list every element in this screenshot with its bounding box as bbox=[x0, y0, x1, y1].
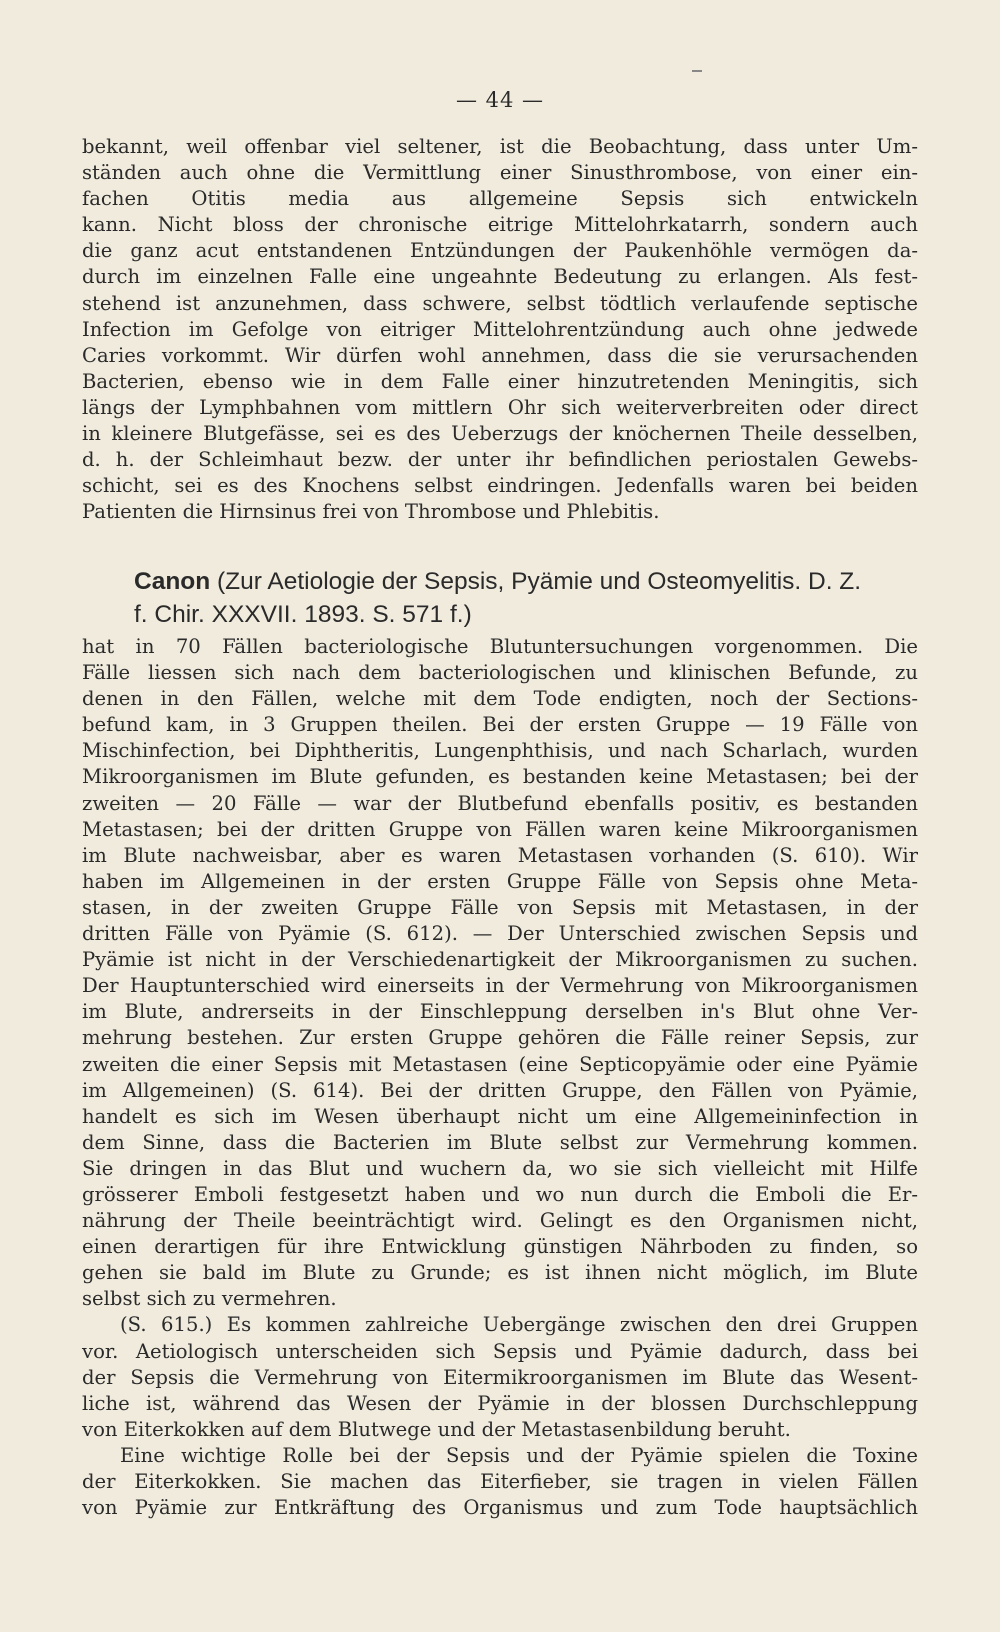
text-line: hat in 70 Fällen bacteriologische Blutuntersuchungen vorgenommen. Die bbox=[82, 635, 918, 658]
text-line: kann. Nicht bloss der chronische eitrige Mittelohrkatarrh, sondern auch bbox=[82, 213, 918, 237]
text-line: schicht, sei es des Knochens selbst eindringen. Jedenfalls waren bei beiden bbox=[82, 474, 918, 498]
text-line: im Blute nachweisbar, aber es waren Metastasen vorhanden (S. 610). Wir bbox=[82, 843, 918, 867]
text-line: in kleinere Blutgefässe, sei es des Ueberzugs der knöchernen Theile desselben, bbox=[82, 422, 918, 446]
paragraph-3 bbox=[82, 1312, 918, 1442]
text-line: im Blute, andrerseits in der Einschleppung derselben in's Blut ohne Ver- bbox=[82, 1000, 918, 1024]
text-line: die ganz acut entstandenen Entzündungen der Paukenhöhle vermögen da- bbox=[82, 239, 918, 263]
heading-author: Canon bbox=[134, 568, 211, 595]
text-line: dritten Fälle von Pyämie (S. 612). — Der Unterschied zwischen Sepsis und bbox=[82, 922, 918, 946]
body-text bbox=[82, 634, 918, 1521]
text-line: von Eiterkokken auf dem Blutwege und der Metastasenbildung beruht. bbox=[82, 1417, 791, 1441]
text-line: Patienten die Hirnsinus frei von Thrombose und Phlebitis. bbox=[82, 500, 660, 524]
text-line: Caries vorkommt. Wir dürfen wohl annehmen, dass die sie verursachenden bbox=[82, 343, 918, 367]
text-line: gehen sie bald im Blute zu Grunde; es ist ihnen nicht möglich, im Blute bbox=[82, 1261, 918, 1285]
text-line: vor. Aetiologisch unterscheiden sich Sepsis und Pyämie dadurch, dass bei bbox=[82, 1339, 918, 1363]
text-line: stasen, in der zweiten Gruppe Fälle von Sepsis mit Metastasen, in der bbox=[82, 895, 918, 919]
text-line: handelt es sich im Wesen überhaupt nicht um eine Allgemeininfection in bbox=[82, 1104, 918, 1128]
text-line: d. h. der Schleimhaut bezw. der unter ihr befindlichen periostalen Gewebs- bbox=[82, 448, 918, 472]
text-line: Bacterien, ebenso wie in dem Falle einer hinzutretenden Meningitis, sich bbox=[82, 369, 918, 393]
text-line: bekannt, weil offenbar viel seltener, ist die Beobachtung, dass unter Um- bbox=[82, 135, 918, 158]
text-line: haben im Allgemeinen in der ersten Gruppe Fälle von Sepsis ohne Meta- bbox=[82, 869, 918, 893]
heading-line-2: f. Chir. XXXVII. 1893. S. 571 f.) bbox=[134, 601, 472, 628]
text-line: Infection im Gefolge von eitriger Mittelohrentzündung auch ohne jedwede bbox=[82, 317, 918, 341]
text-line: befund kam, in 3 Gruppen theilen. Bei der ersten Gruppe — 19 Fälle von bbox=[82, 713, 918, 737]
section-heading bbox=[82, 565, 918, 631]
text-line: stehend ist anzunehmen, dass schwere, selbst tödtlich verlaufende septische bbox=[82, 291, 918, 315]
text-line: zweiten — 20 Fälle — war der Blutbefund ebenfalls positiv, es bestanden bbox=[82, 791, 918, 815]
text-line: Metastasen; bei der dritten Gruppe von Fällen waren keine Mikroorganismen bbox=[82, 817, 918, 841]
text-line: ständen auch ohne die Vermittlung einer Sinusthrombose, von einer ein- bbox=[82, 161, 918, 185]
heading-citation: (Zur Aetiologie der Sepsis, Pyämie und Osteomyelitis. D. Z. bbox=[210, 568, 862, 595]
text-line: Mischinfection, bei Diphtheritis, Lungenphthisis, und nach Scharlach, wurden bbox=[82, 739, 918, 763]
text-line: (S. 615.) Es kommen zahlreiche Uebergänge zwischen den drei Gruppen bbox=[120, 1313, 918, 1337]
text-line: längs der Lymphbahnen vom mittlern Ohr sich weiterverbreiten oder direct bbox=[82, 395, 918, 419]
text-line: zweiten die einer Sepsis mit Metastasen (eine Septicopyämie oder eine Pyämie bbox=[82, 1052, 918, 1076]
text-line: dem Sinne, dass die Bacterien im Blute selbst zur Vermehrung kommen. bbox=[82, 1130, 918, 1154]
page-number: — 44 — bbox=[455, 88, 545, 112]
paragraph-1 bbox=[82, 134, 918, 525]
paragraph-2 bbox=[82, 634, 918, 1312]
text-line: der Eiterkokken. Sie machen das Eiterfieber, sie tragen in vielen Fällen bbox=[82, 1470, 918, 1493]
text-line: von Pyämie zur Entkräftung des Organismus und zum Tode hauptsächlich bbox=[82, 1496, 918, 1520]
text-line: liche ist, während das Wesen der Pyämie in der blossen Durchschleppung bbox=[82, 1391, 918, 1415]
text-line: der Sepsis die Vermehrung von Eitermikroorganismen im Blute das Wesent- bbox=[82, 1365, 918, 1389]
text-line: einen derartigen für ihre Entwicklung günstigen Nährboden zu finden, so bbox=[82, 1235, 918, 1259]
paragraph-4 bbox=[82, 1443, 918, 1521]
text-line: im Allgemeinen) (S. 614). Bei der dritten Gruppe, den Fällen von Pyämie, bbox=[82, 1078, 918, 1102]
text-line: selbst sich zu vermehren. bbox=[82, 1287, 337, 1311]
text-line: Mikroorganismen im Blute gefunden, es bestanden keine Metastasen; bei der bbox=[82, 765, 918, 789]
text-line: durch im einzelnen Falle eine ungeahnte Bedeutung zu erlangen. Als fest- bbox=[82, 265, 918, 289]
text-line: Sie dringen in das Blut und wuchern da, wo sie sich vielleicht mit Hilfe bbox=[82, 1156, 918, 1180]
text-line: mehrung bestehen. Zur ersten Gruppe gehören die Fälle reiner Sepsis, zur bbox=[82, 1026, 918, 1050]
text-line: denen in den Fällen, welche mit dem Tode endigten, noch der Sections- bbox=[82, 687, 918, 711]
text-line: fachen Otitis media aus allgemeine Sepsis sich entwickeln bbox=[82, 187, 918, 211]
text-line: Eine wichtige Rolle bei der Sepsis und der Pyämie spielen die Toxine bbox=[120, 1443, 918, 1467]
text-line: Der Hauptunterschied wird einerseits in der Vermehrung von Mikroorganismen bbox=[82, 974, 918, 998]
heading-line-1 bbox=[82, 565, 918, 598]
text-line: Fälle liessen sich nach dem bacteriologischen und klinischen Befunde, zu bbox=[82, 661, 918, 685]
print-mark bbox=[692, 70, 702, 72]
text-line: Pyämie ist nicht in der Verschiedenartigkeit der Mikroorganismen zu suchen. bbox=[82, 948, 918, 972]
text-line: grösserer Emboli festgesetzt haben und wo nun durch die Emboli die Er- bbox=[82, 1182, 918, 1206]
text-line: nährung der Theile beeinträchtigt wird. Gelingt es den Organismen nicht, bbox=[82, 1209, 918, 1233]
